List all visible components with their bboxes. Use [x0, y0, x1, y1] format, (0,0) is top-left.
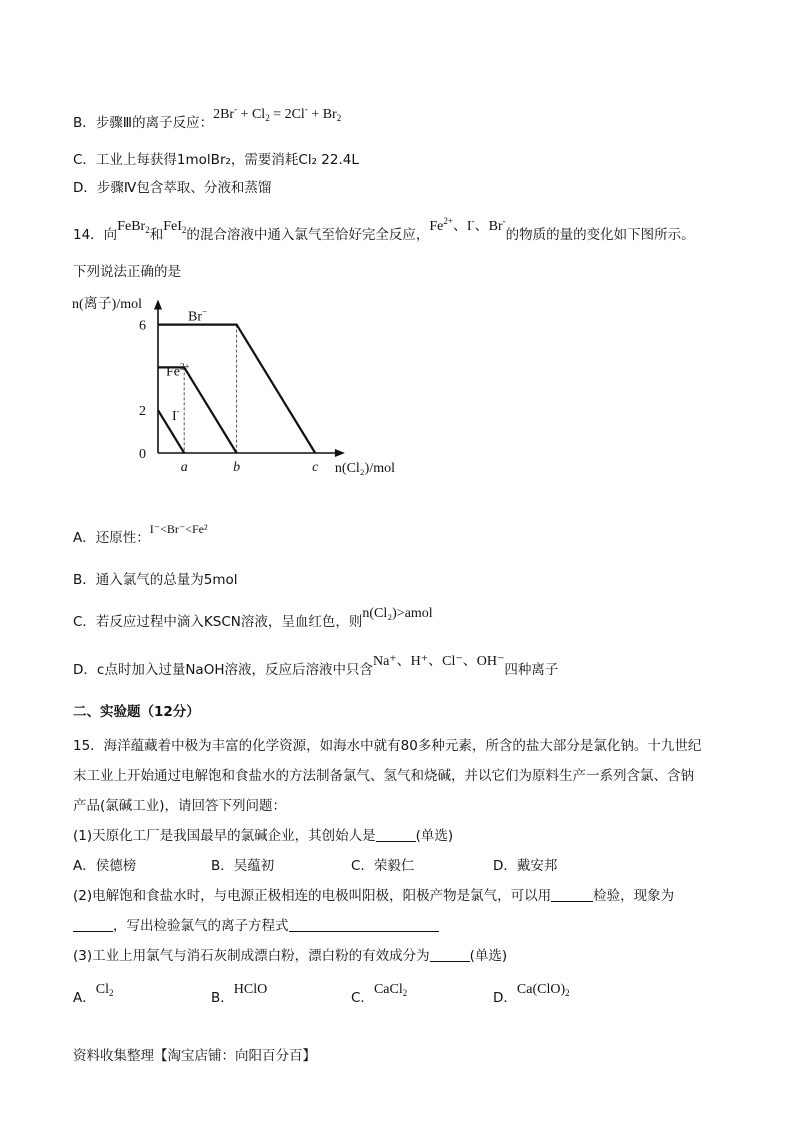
y-tick-label: 6 — [139, 318, 146, 334]
option-a: A．$Cl_2$ — [73, 982, 114, 1006]
series-label: I- — [172, 406, 180, 425]
x-tick-label: c — [312, 460, 319, 475]
y-tick-label: 2 — [139, 404, 146, 420]
fei2-formula: FeI$_2$ — [163, 219, 187, 235]
series-line — [158, 325, 315, 453]
cl2-condition-formula: n(Cl₂)>amol — [362, 606, 433, 621]
option-d: D．戴安邦 — [493, 858, 558, 874]
q14-question: 下列说法正确的是 — [73, 264, 181, 280]
q15-part2-line1: (2)电解饱和食盐水时，与电源正极相连的电极叫阳极，阳极产物是氯气，可以用 检验，现象为 — [73, 888, 675, 904]
q14-option-b: B．通入氯气的总量为5mol — [73, 572, 238, 588]
q15-stem-line1: 15．海洋蕴藏着中极为丰富的化学资源，如海水中就有80多种元素，所含的盐大部分是氯化钠。十九世纪 — [73, 738, 702, 754]
option-a: A．侯德榜 — [73, 858, 137, 874]
series-line — [158, 367, 237, 453]
series-label: Br− — [188, 306, 208, 325]
q14-option-d: D．c点时加入过量NaOH溶液，反应后溶液中只含Na⁺、H⁺、Cl⁻、OH⁻四种离子 — [73, 654, 559, 678]
q13-option-c: C．工业上每获得1molBr₂，需要消耗Cl₂ 22.4L — [73, 152, 359, 168]
x-axis-label: n(Cl₂)/mol — [334, 461, 396, 476]
answer-blank[interactable] — [376, 827, 416, 842]
x-axis-arrow — [335, 449, 345, 457]
ions-list-formula: Na⁺、H⁺、Cl⁻、OH⁻ — [372, 654, 505, 669]
answer-blank[interactable] — [73, 917, 113, 932]
q15-part3: (3)工业上用氯气与消石灰制成漂白粉，漂白粉的有效成分为 (单选) — [73, 948, 508, 964]
answer-blank[interactable] — [430, 947, 470, 962]
q14-stem: 14．向FeBr$_2$和FeI$_2$的混合溶液中通入氯气至恰好完全反应，$Fe^{2+}$、I-、Br-的物质的量的变化如下图所示。 — [73, 216, 695, 243]
option-d: D．$Ca(ClO)_2$ — [493, 982, 570, 1006]
series-label: $Fe^{2+}$ — [166, 361, 190, 380]
reducibility-formula: I⁻<Br⁻<Fe² — [149, 522, 208, 536]
x-tick-label: a — [180, 460, 188, 475]
option-text: B．步骤Ⅲ的离子反应： — [73, 115, 214, 131]
option-b: B．HClO — [211, 982, 268, 1006]
q15-stem-line3: 产品(氯碱工业)，请回答下列问题： — [73, 798, 287, 814]
q13-option-b — [73, 104, 342, 137]
answer-blank[interactable] — [551, 887, 593, 902]
y-tick-label: 0 — [139, 447, 146, 462]
q13-b-formula: $2Br^- + Cl_2 = 2Cl^- + Br_2$ — [213, 104, 342, 123]
footer-text: 资料收集整理【淘宝店铺：向阳百分百】 — [73, 1048, 316, 1064]
section-heading: 二、实验题（12分） — [73, 704, 200, 720]
febr2-formula: FeBr$_2$ — [117, 219, 150, 235]
option-c: C．荣毅仁 — [351, 858, 415, 874]
y-axis-label: n(离子)/mol — [72, 297, 142, 312]
q15-stem-line2: 末工业上开始通过电解饱和食盐水的方法制备氯气、氢气和烧碱，并以它们为原料生产一系列含氯、含钠 — [73, 768, 694, 784]
x-tick-label: b — [233, 460, 241, 475]
option-c: C．CaCl$_2$ — [351, 982, 408, 1006]
ion-amount-chart — [70, 292, 410, 482]
q14-option-c: C．若反应过程中滴入KSCN溶液，呈血红色，则n(Cl₂)>amol — [73, 606, 433, 630]
q15-part1: (1)天原化工厂是我国最早的氯碱企业，其创始人是 (单选) — [73, 828, 454, 844]
q15-part2-line2: ，写出检验氯气的离子方程式 — [73, 916, 439, 936]
option-b: B．吴蕴初 — [211, 858, 275, 874]
ions-formula: $Fe^{2+}$、I-、Br- — [429, 216, 506, 234]
answer-blank[interactable] — [289, 917, 439, 932]
q13-option-d: D．步骤Ⅳ包含萃取、分液和蒸馏 — [73, 180, 272, 196]
q14-option-a: A．还原性：I⁻<Br⁻<Fe² — [73, 522, 208, 546]
y-axis-arrow — [154, 299, 162, 309]
